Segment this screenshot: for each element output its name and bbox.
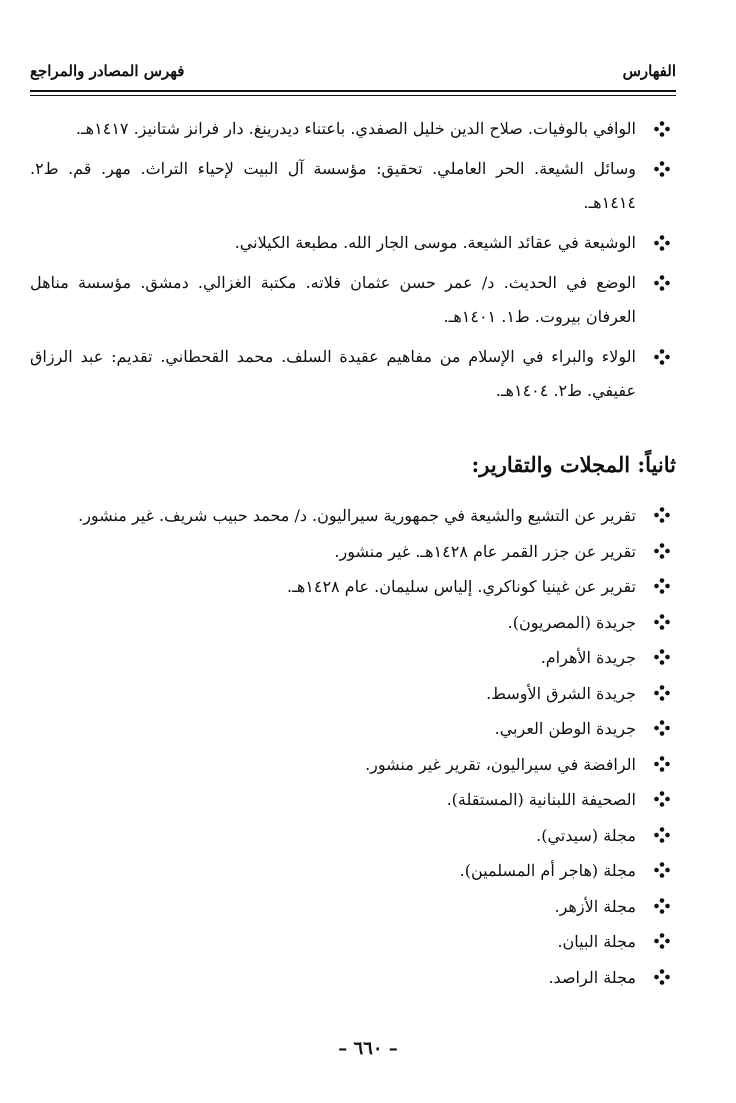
page-number: – ٦٦٠ – [338,1038,398,1059]
bullet-icon [654,933,670,949]
periodical-entry-text: جريدة الوطن العربي. [494,719,636,738]
reference-entry-text: الوافي بالوفيات. صلاح الدين خليل الصفدي. باعتناء ديدرينغ. دار فرانز شتانيز. ١٤١٧هـ. [75,119,636,138]
reference-entry [30,340,676,408]
bullet-icon [654,862,670,878]
periodical-entry [30,853,676,889]
section-title: ثانياً: المجلات والتقارير: [471,452,676,477]
periodical-entry [30,605,676,641]
references-list [30,112,676,414]
bullet-icon [654,756,670,772]
periodical-entry-text: تقرير عن غينيا كوناكري. إلياس سليمان. عام ١٤٢٨هـ. [287,577,636,596]
periodical-entry-text: مجلة (هاجر أم المسلمين). [459,861,636,880]
reference-entry-text: الولاء والبراء في الإسلام من مفاهيم عقيدة السلف. محمد القحطاني. تقديم: عبد الرزاق عفيفي. ط٢. ١٤٠٤هـ. [30,347,636,400]
reference-entry [30,112,676,146]
periodical-entry [30,782,676,818]
periodical-entry-text: مجلة البيان. [557,932,636,951]
periodical-entry [30,569,676,605]
bullet-icon [654,275,670,291]
periodical-entry-text: تقرير عن التشيع والشيعة في جمهورية سيراليون. د/ محمد حبيب شريف. غير منشور. [78,506,636,525]
bullet-icon [654,121,670,137]
bullet-icon [654,685,670,701]
periodical-entry-text: مجلة الراصد. [548,967,636,987]
periodical-entry [30,498,676,534]
bullet-icon [654,649,670,665]
reference-entry [30,152,676,220]
header-title: فهرس المصادر والمراجع [30,62,185,80]
periodical-entry-text: الصحيفة اللبنانية (المستقلة). [446,790,636,809]
bullet-icon [654,898,670,914]
running-header [30,62,676,88]
reference-entry-text: وسائل الشيعة. الحر العاملي. تحقيق: مؤسسة آل البيت لإحياء التراث. مهر. قم. ط٢. ١٤١٤هـ. [30,159,636,212]
bullet-icon [654,969,670,985]
periodical-entry [30,640,676,676]
bullet-icon [654,827,670,843]
periodical-entry-text: جريدة الأهرام. [540,648,636,667]
reference-entry [30,266,676,334]
header-rule-thick [30,90,676,92]
periodical-entry-text: جريدة الشرق الأوسط. [486,683,636,703]
bullet-icon [654,578,670,594]
bullet-icon [654,614,670,630]
periodical-entry-text: جريدة (المصريون). [507,612,636,632]
periodical-entry [30,924,676,960]
header-rule-thin [30,95,676,96]
periodical-entry [30,676,676,712]
bullet-icon [654,161,670,177]
reference-entry [30,226,676,260]
reference-entry-text: الوضع في الحديث. د/ عمر حسن عثمان فلاته. مكتبة الغزالي. دمشق. مؤسسة مناهل العرفان بيروت. ط١. ١٤٠١هـ. [30,273,636,326]
bullet-icon [654,791,670,807]
periodical-entry [30,534,676,570]
periodical-entry [30,711,676,747]
header-section: الفهارس [622,62,676,80]
bullet-icon [654,543,670,559]
reference-entry-text: الوشيعة في عقائد الشيعة. موسى الجار الله. مطبعة الكيلاني. [234,233,636,252]
periodical-entry [30,889,676,925]
periodical-entry-text: مجلة الأزهر. [554,896,636,916]
bullet-icon [654,235,670,251]
periodicals-list [30,498,676,995]
bullet-icon [654,349,670,365]
periodical-entry [30,818,676,854]
periodical-entry-text: الرافضة في سيراليون، تقرير غير منشور. [365,754,636,774]
bullet-icon [654,720,670,736]
periodical-entry-text: مجلة (سيدتي). [536,825,636,845]
bullet-icon [654,507,670,523]
periodical-entry [30,747,676,783]
periodical-entry [30,960,676,996]
periodical-entry-text: تقرير عن جزر القمر عام ١٤٢٨هـ. غير منشور. [334,541,636,561]
